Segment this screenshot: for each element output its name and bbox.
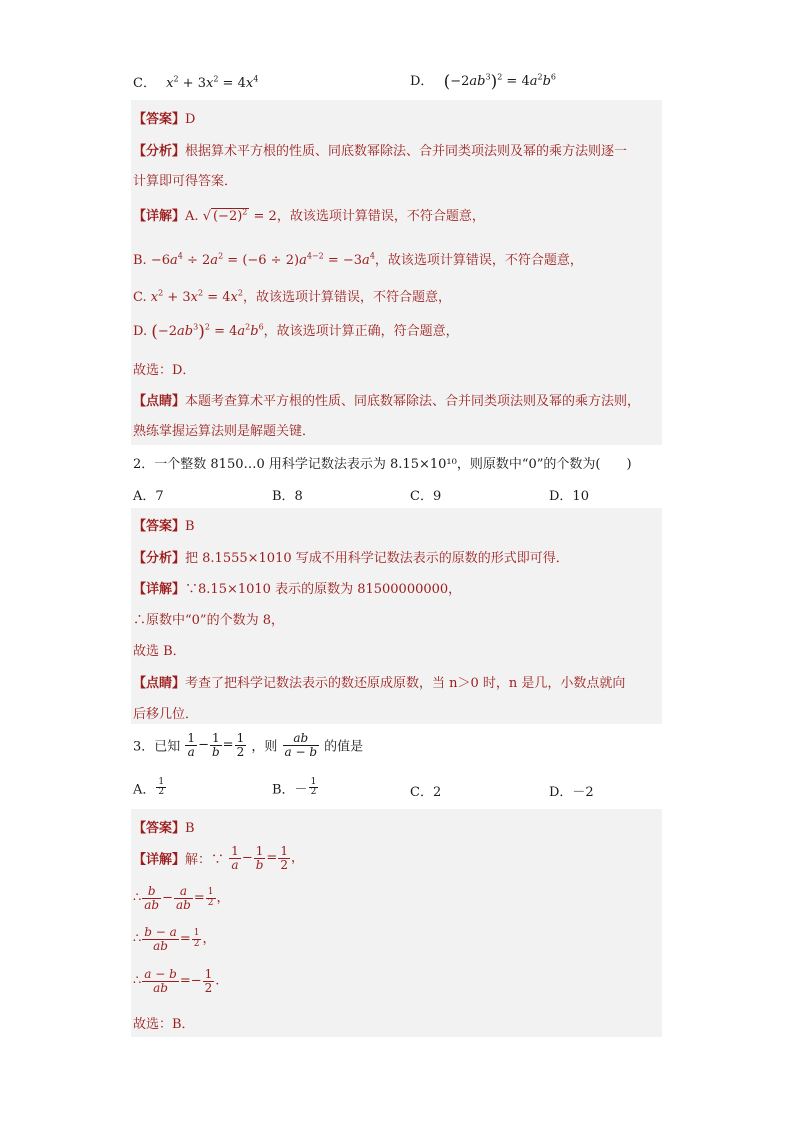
- detail-a-formula: √ $(-2)^2 = 2$: [202, 207, 277, 224]
- q3-option-d: D．－2: [549, 785, 594, 800]
- q2-option-b: B．8: [272, 489, 303, 504]
- analysis-tag: 【分析】: [133, 144, 186, 159]
- q1-option-c-formula: $x^2 + 3x^2 = 4x^4$: [166, 74, 259, 91]
- q2-comment-cont: 后移几位．: [133, 707, 199, 722]
- q1-comment: 【点睛】本题考查算术平方根的性质、同底数幂除法、合并同类项法则及幂的乘方法则，: [133, 394, 641, 409]
- answer-tag: 【答案】: [133, 821, 186, 836]
- q1-detail-b: B. $-6a^4 \div 2a^2 = (-6 \div 2)a^{4-2} = -3a^4$，故该选项计算错误，不符合题意，: [133, 251, 583, 268]
- q2-analysis: 【分析】把 8.1555×1010 写成不用科学记数法表示的原数的形式即可得．: [133, 551, 569, 566]
- q3-step-1: ∴ $\frac{b}{ab}$ − $\frac{a}{ab}$ = $\frac{1}{2}$ ，: [133, 884, 230, 912]
- detail-tag: 【详解】: [133, 582, 186, 597]
- q2-option-d: D．10: [549, 489, 589, 504]
- q3-stem: 3．已知 $\frac{1}{a}$ − $\frac{1}{b}$ = $\frac{1}{2}$ ，则 $\frac{ab}{a - b}$ 的值是: [133, 731, 364, 759]
- q1-option-d-formula: $(-2ab^3)^2 = 4a^2b^6$: [443, 72, 557, 92]
- q2-option-a: A．7: [133, 489, 164, 504]
- q1-detail-a: 【详解】A. √ $(-2)^2 = 2$，故该选项计算错误，不符合题意，: [133, 207, 485, 224]
- q1-comment-cont: 熟练掌握运算法则是解题关键．: [133, 424, 316, 439]
- q3-step-3: ∴ $\frac{a - b}{ab}$ =− $\frac{1}{2}$ .: [133, 967, 220, 995]
- q3-solution-box: [131, 809, 662, 1037]
- q2-comment: 【点睛】考查了把科学记数法表示的数还原成原数，当 n＞0 时，n 是几，小数点就向: [133, 676, 626, 691]
- comment-tag: 【点睛】: [133, 394, 186, 409]
- q3-option-a: A． $\frac{1}{2}$: [133, 777, 165, 798]
- comment-tag: 【点睛】: [133, 676, 186, 691]
- q1-choice: 故选：D．: [133, 363, 196, 378]
- q3-option-b: B．－ $\frac{1}{2}$: [272, 777, 317, 798]
- analysis-tag: 【分析】: [133, 551, 186, 566]
- detail-tag: 【详解】: [133, 209, 186, 224]
- q3-step-2: ∴ $\frac{b - a}{ab}$ = $\frac{1}{2}$ ，: [133, 925, 216, 953]
- q3-option-c: C．2: [410, 785, 442, 800]
- q1-detail-c: C. $x^2 + 3x^2 = 4x^2$，故该选项计算错误，不符合题意，: [133, 288, 451, 305]
- q3-choice: 故选：B．: [133, 1017, 195, 1032]
- q1-option-d: D． $(-2ab^3)^2 = 4a^2b^6$: [410, 72, 557, 92]
- answer-tag: 【答案】: [133, 112, 186, 127]
- answer-tag: 【答案】: [133, 519, 186, 534]
- q2-answer: 【答案】B: [133, 519, 195, 534]
- q2-detail-cont: ∴原数中“0”的个数为 8，: [133, 613, 284, 628]
- detail-c-formula: $x^2 + 3x^2 = 4x^2$: [150, 288, 243, 305]
- detail-tag: 【详解】: [133, 852, 186, 868]
- q1-answer: 【答案】D: [133, 112, 196, 127]
- q3-answer: 【答案】B: [133, 821, 195, 836]
- q2-choice: 故选 B．: [133, 644, 186, 659]
- q3-detail: 【详解】解：∵ $\frac{1}{a}$ − $\frac{1}{b}$ = $\frac{1}{2}$ ，: [133, 844, 304, 872]
- q2-stem: 2．一个整数 8150…0 用科学记数法表示为 8.15×10¹⁰，则原数中“0”的个数为( ): [133, 457, 632, 472]
- q2-detail: 【详解】∵8.15×1010 表示的原数为 81500000000，: [133, 582, 462, 597]
- q1-option-c: C． $x^2 + 3x^2 = 4x^4$: [133, 74, 259, 91]
- detail-b-formula: $-6a^4 \div 2a^2 = (-6 \div 2)a^{4-2} = -3a^4$: [150, 251, 375, 268]
- detail-d-formula: $(-2ab^3)^2 = 4a^2b^6$: [151, 322, 264, 342]
- q1-analysis-cont: 计算即可得答案．: [133, 174, 238, 189]
- q2-option-c: C．9: [410, 489, 442, 504]
- q1-analysis: 【分析】根据算术平方根的性质、同底数幂除法、合并同类项法则及幂的乘方法则逐一: [133, 144, 628, 159]
- q1-detail-d: D. $(-2ab^3)^2 = 4a^2b^6$，故该选项计算正确，符合题意，: [133, 322, 459, 342]
